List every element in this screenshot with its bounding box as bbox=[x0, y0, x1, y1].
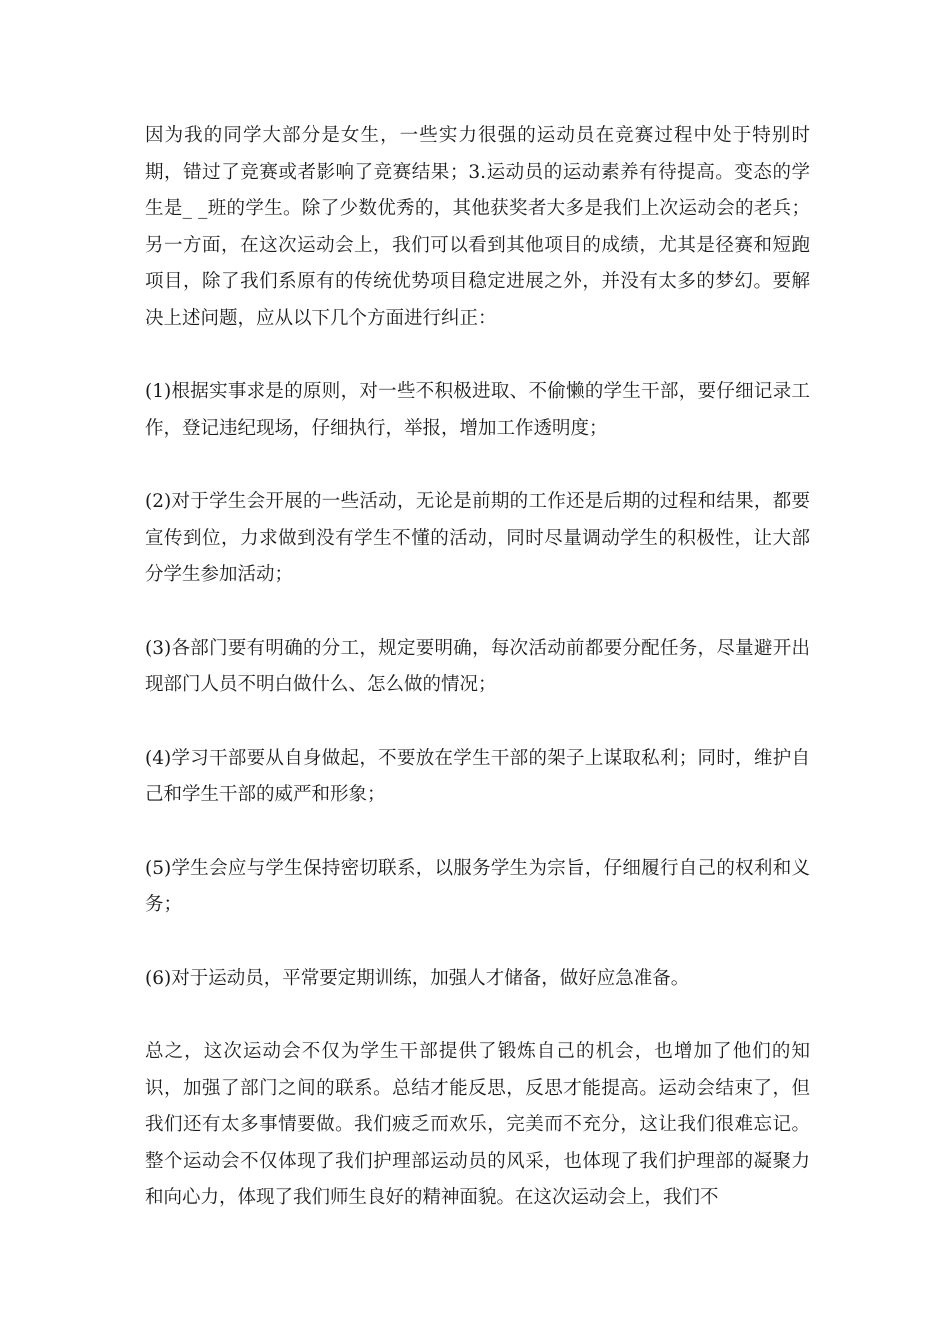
paragraph-item-2: (2)对于学生会开展的一些活动，无论是前期的工作还是后期的过程和结果，都要宣传到位，力求做到没有学生不懂的活动，同时尽量调动学生的积极性，让大部分学生参加活动； bbox=[145, 491, 810, 585]
paragraph-item-1: (1)根据实事求是的原则，对一些不积极进取、不偷懒的学生干部，要仔细记录工作，登记违纪现场，仔细执行，举报，增加工作透明度； bbox=[145, 381, 810, 439]
paragraph-item-5: (5)学生会应与学生保持密切联系，以服务学生为宗旨，仔细履行自己的权利和义务； bbox=[145, 857, 810, 915]
document-body bbox=[145, 118, 810, 1254]
paragraph-conclusion: 总之，这次运动会不仅为学生干部提供了锻炼自己的机会，也增加了他们的知识，加强了部门之间的联系。总结才能反思，反思才能提高。运动会结束了，但我们还有太多事情要做。我们疲乏而欢乐，完美而不充分，这让我们很难忘记。整个运动会不仅体现了我们护理部运动员的风采，也体现了我们护理部的凝聚力和向心力，体现了我们师生良好的精神面貌。在这次运动会上，我们不 bbox=[145, 1041, 810, 1208]
paragraph-item-3: (3)各部门要有明确的分工，规定要明确，每次活动前都要分配任务，尽量避开出现部门人员不明白做什么、怎么做的情况； bbox=[145, 637, 810, 695]
paragraph-item-4: (4)学习干部要从自身做起，不要放在学生干部的架子上谋取私利；同时，维护自己和学生干部的威严和形象； bbox=[145, 747, 810, 805]
paragraph-item-6: (6)对于运动员，平常要定期训练，加强人才储备，做好应急准备。 bbox=[145, 967, 690, 989]
paragraph-intro: 因为我的同学大部分是女生，一些实力很强的运动员在竞赛过程中处于特别时期，错过了竞赛或者影响了竞赛结果；3.运动员的运动素养有待提高。变态的学生是_ _班的学生。除了少数优秀的，其他获奖者大多是我们上次运动会的老兵；另一方面，在这次运动会上，我们可以看到其他项目的成绩，尤其是径赛和短跑项目，除了我们系原有的传统优势项目稳定进展之外，并没有太多的梦幻。要解决上述问题，应从以下几个方面进行纠正： bbox=[145, 125, 810, 329]
